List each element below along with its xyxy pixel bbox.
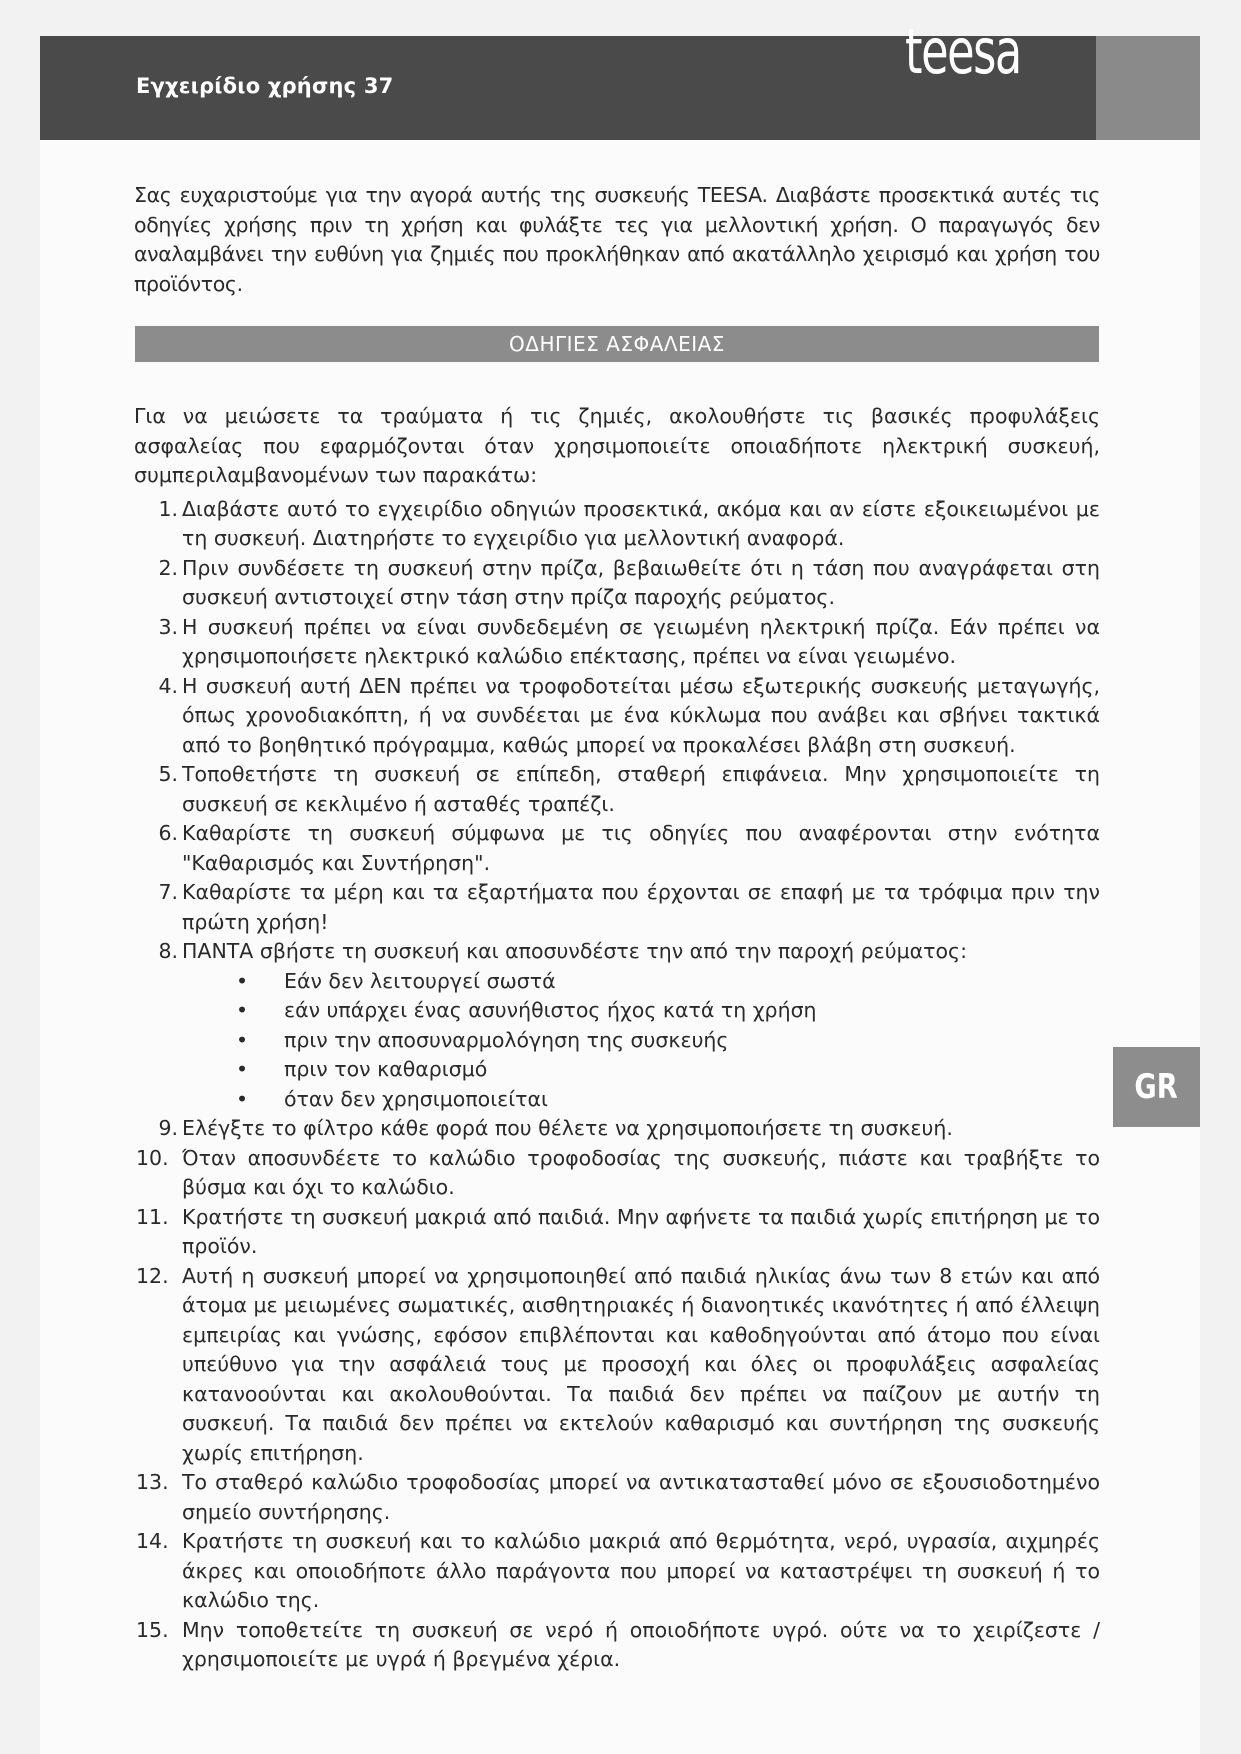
bullet-icon: • [236, 1057, 249, 1081]
rule-item [134, 1527, 1100, 1616]
rule-item [134, 495, 1100, 554]
rule-text: Μην τοποθετείτε τη συσκευή σε νερό ή οποιοδήποτε υγρό. ούτε να το χειρίζεστε / χρησιμοποιείτε με υγρά ή βρεγμένα χέρια. [182, 1617, 1100, 1671]
rule-number: 9. [158, 1116, 178, 1140]
bullet-icon: • [236, 998, 249, 1022]
rule-text: Αυτή η συσκευή μπορεί να χρησιμοποιηθεί από παιδιά ηλικίας άνω των 8 ετών και από άτομα με μειωμένες σωματικές, αισθητηριακές ή διανοητικές ικανότητες ή από έλλειψη εμπειρίας και γνώσης, εφόσον επιβλέπονται και καθοδηγούνται από άτομο που είναι υπεύθυνο για την ασφάλειά τους με προσοχή και όλες οι προφυλάξεις ασφαλείας κατανοούνται και ακολουθούνται. Τα παιδιά δεν πρέπει να παίζουν με αυτήν τη συσκευή. Τα παιδιά δεν πρέπει να εκτελούν καθαρισμό και συντήρηση της συσκευής χωρίς επιτήρηση. [182, 1263, 1100, 1465]
rule-number: 7. [158, 880, 178, 904]
rule-item [134, 1616, 1100, 1675]
intro-paragraph: Σας ευχαριστούμε για την αγορά αυτής της συσκευής TEESA. Διαβάστε προσεκτικά αυτές τις οδηγίες χρήσης πριν τη χρήση και φυλάξτε τες για μελλοντική χρήση. Ο παραγωγός δεν αναλαμβάνει την ευθύνη για ζημιές που προκλήθηκαν από ακατάλληλο χειρισμό και χρήση του προϊόντος. [134, 183, 1100, 296]
page-content [134, 181, 1100, 1675]
rule-text: Η συσκευή αυτή ΔΕΝ πρέπει να τροφοδοτείται μέσω εξωτερικής συσκευής μεταγωγής, όπως χρονοδιακόπτη, ή να συνδέεται με ένα κύκλωμα που ανάβει και σβήνει τακτικά από το βοηθητικό πρόγραμμα, καθώς μπορεί να προκαλέσει βλάβη στη συσκευή. [182, 673, 1100, 757]
lead-paragraph: Για να μειώσετε τα τραύματα ή τις ζημιές, ακολουθήστε τις βασικές προφυλάξεις ασφαλείας που εφαρμόζονται όταν χρησιμοποιείτε οποιαδήποτε ηλεκτρική συσκευή, συμπεριλαμβανομένων των παρακάτω: [134, 404, 1100, 487]
rule-text: Η συσκευή πρέπει να είναι συνδεδεμένη σε γειωμένη ηλεκτρική πρίζα. Εάν πρέπει να χρησιμοποιήσετε ηλεκτρικό καλώδιο επέκτασης, πρέπει να είναι γειωμένο. [182, 614, 1100, 668]
bullet-text: πριν την αποσυναρμολόγηση της συσκευής [284, 1027, 729, 1052]
rule-item [134, 554, 1100, 613]
rule-text: ΠΑΝΤΑ σβήστε τη συσκευή και αποσυνδέστε την από την παροχή ρεύματος: [182, 939, 967, 963]
rule-number: 12. [136, 1263, 169, 1288]
rule-item [134, 760, 1100, 819]
rule-item [134, 672, 1100, 761]
rule-number: 10. [136, 1145, 169, 1170]
rule-item [134, 819, 1100, 878]
bullet-icon: • [236, 968, 249, 993]
rule-text: Το σταθερό καλώδιο τροφοδοσίας μπορεί να αντικατασταθεί μόνο σε εξουσιοδοτημένο σημείο συντήρησης. [182, 1470, 1100, 1524]
bullet-item [236, 967, 1100, 997]
rule-text: Καθαρίστε τη συσκευή σύμφωνα με τις οδηγίες που αναφέρονται στην ενότητα "Καθαρισμός και Συντήρηση". [182, 821, 1100, 875]
rule-text: Τοποθετήστε τη συσκευή σε επίπεδη, σταθερή επιφάνεια. Μην χρησιμοποιείτε τη συσκευή σε κεκλιμένο ή ασταθές τραπέζι. [182, 762, 1100, 816]
bullet-text: πριν τον καθαρισμό [284, 1057, 488, 1081]
bullet-text: Εάν δεν λειτουργεί σωστά [284, 968, 556, 993]
rule-number: 8. [158, 939, 178, 963]
rule-text: Όταν αποσυνδέετε το καλώδιο τροφοδοσίας της συσκευής, πιάστε και τραβήξτε το βύσμα και όχι το καλώδιο. [182, 1145, 1100, 1199]
rule-item [134, 1468, 1100, 1527]
section-heading: ΟΔΗΓΙΕΣ ΑΣΦΑΛΕΙΑΣ [135, 326, 1099, 362]
rule-number: 13. [136, 1470, 169, 1494]
page-header [40, 36, 1200, 140]
manual-title: Εγχειρίδιο χρήσης 37 [136, 74, 394, 98]
rule-number: 2. [158, 555, 178, 580]
rule-item [134, 1144, 1100, 1203]
rule-number: 5. [158, 762, 178, 786]
rule-item [134, 1262, 1100, 1469]
rule-text: Πριν συνδέσετε τη συσκευή στην πρίζα, βεβαιωθείτε ότι η τάση που αναγράφεται στη συσκευή αντιστοιχεί στην τάση στην πρίζα παροχής ρεύματος. [182, 555, 1100, 609]
rule-item [134, 613, 1100, 672]
rule-text: Καθαρίστε τα μέρη και τα εξαρτήματα που έρχονται σε επαφή με τα τρόφιμα πριν την πρώτη χρήση! [182, 880, 1100, 934]
rule-number: 3. [158, 614, 178, 639]
bullet-icon: • [236, 1086, 249, 1111]
rule-number: 14. [136, 1529, 169, 1553]
rule-text: Κρατήστε τη συσκευή μακριά από παιδιά. Μην αφήνετε τα παιδιά χωρίς επιτήρηση με το προϊόν. [182, 1204, 1100, 1258]
rule-number: 11. [136, 1204, 169, 1229]
bullet-item [236, 1055, 1100, 1085]
rule-number: 4. [158, 673, 178, 698]
bullet-text: όταν δεν χρησιμοποιείται [284, 1086, 548, 1111]
rule-item [134, 1114, 1100, 1144]
rule-number: 6. [158, 821, 178, 845]
bullet-item [236, 1026, 1100, 1056]
language-tab-label: GR [1134, 1067, 1179, 1107]
rule-item [134, 937, 1100, 1114]
bullet-item [236, 1085, 1100, 1115]
rule-item [134, 878, 1100, 937]
rule-text: Διαβάστε αυτό το εγχειρίδιο οδηγιών προσεκτικά, ακόμα και αν είστε εξοικειωμένοι με τη συσκευή. Διατηρήστε το εγχειρίδιο για μελλοντική αναφορά. [182, 496, 1100, 550]
bullet-item [236, 996, 1100, 1026]
safety-rules-list [134, 495, 1100, 1675]
rule-text: Κρατήστε τη συσκευή και το καλώδιο μακριά από θερμότητα, νερό, υγρασία, αιχμηρές άκρες και οποιοδήποτε άλλο παράγοντα που μπορεί να καταστρέψει τη συσκευή ή το καλώδιο της. [182, 1529, 1100, 1612]
rule-number: 1. [158, 496, 178, 521]
bullet-text: εάν υπάρχει ένας ασυνήθιστος ήχος κατά τη χρήση [284, 998, 817, 1022]
rule8-bullet-list [182, 967, 1100, 1115]
rule-number: 15. [136, 1617, 169, 1642]
bullet-icon: • [236, 1027, 249, 1052]
header-accent-block [1096, 36, 1200, 140]
teesa-logo: teesa [905, 15, 1021, 88]
rule-text: Ελέγξτε το φίλτρο κάθε φορά που θέλετε να χρησιμοποιήσετε τη συσκευή. [182, 1116, 953, 1140]
rule-item [134, 1203, 1100, 1262]
language-tab [1113, 1047, 1200, 1127]
